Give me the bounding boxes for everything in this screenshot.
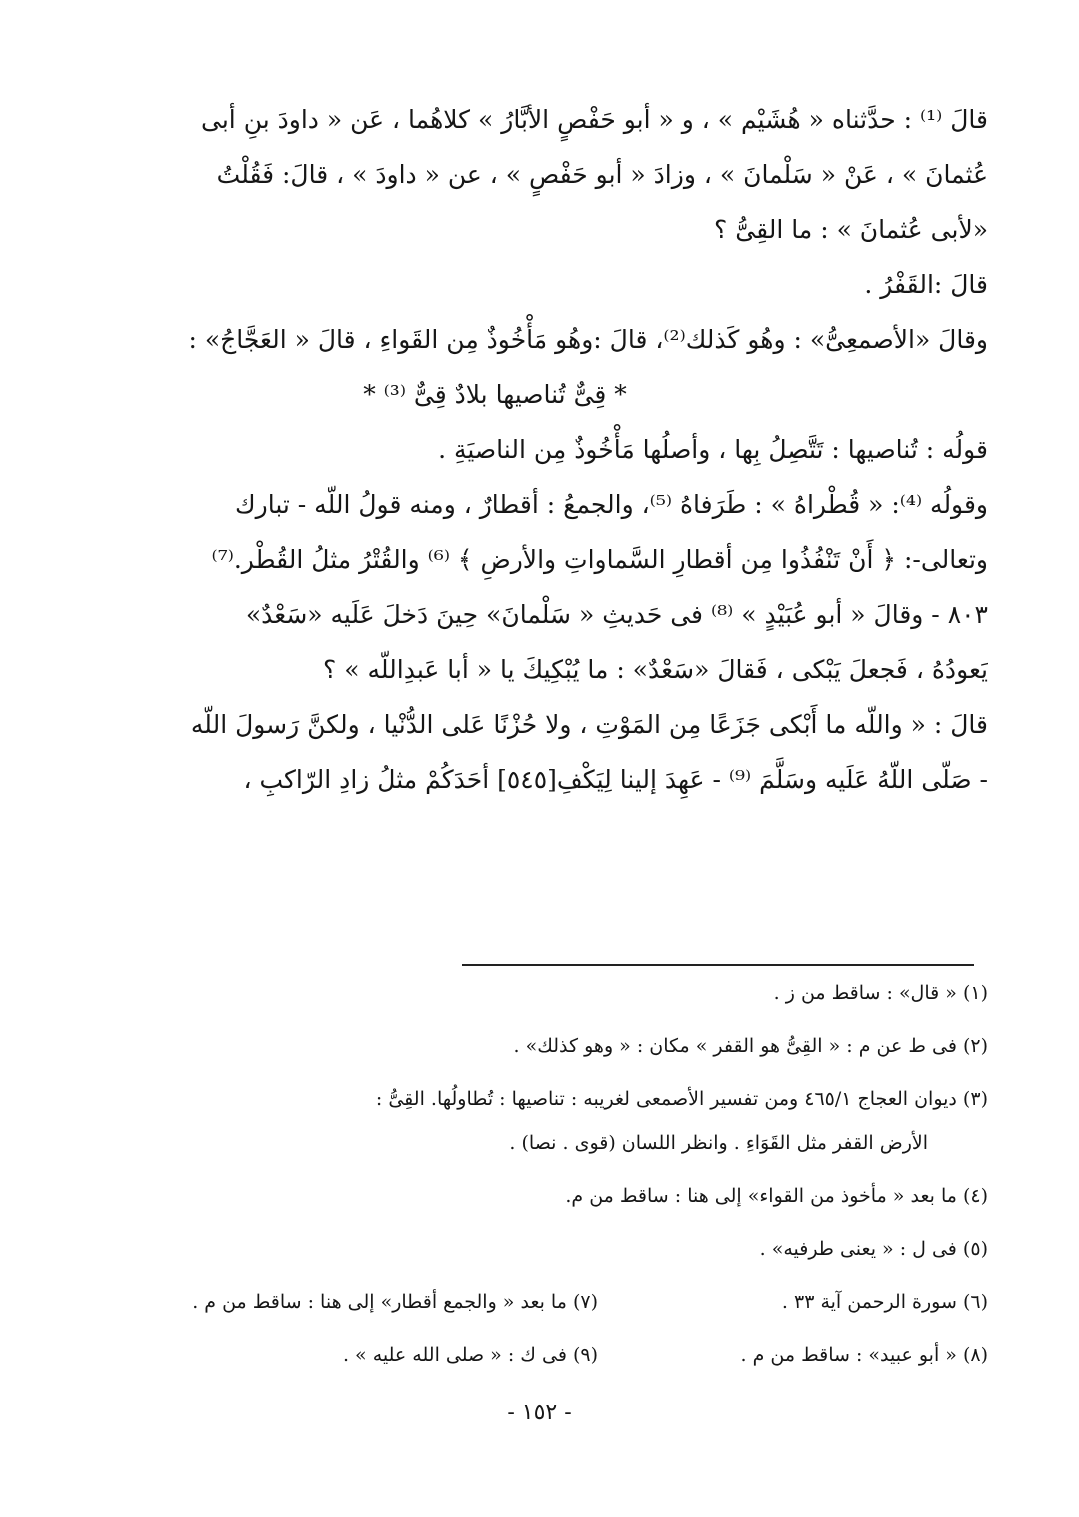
verse-line: * قِىٌّ تُناصيها بلادٌ قِىٌّ ⁽³⁾ * <box>363 380 627 409</box>
footnote-7: (٧) ما بعد « والجمع أقطار» إلى هنا : ساقط من م . <box>192 1291 598 1313</box>
text-line: عُثمانَ » ، عَنْ « سَلْمانَ » ، وزادَ « أبو حَفْصٍ » ، عن « داودَ » ، قالَ: فَقُلْتُ <box>216 160 988 189</box>
footnote-9: (٩) فى ك : « صلى الله عليه » . <box>342 1344 598 1366</box>
text-line: يَعودُهُ ، فَجعلَ يَبْكى ، فَقالَ «سَعْدٌ» : ما يُبْكِيكَ يا « أبا عَبدِاللّه » ؟ <box>323 655 988 684</box>
text-line: قالَ : « واللّه ما أَبْكى جَزَعًا مِن المَوْتِ ، ولا حُزْنًا عَلى الدُّنْيا ، ولكنَّ رَسولَ اللّه <box>190 710 988 739</box>
text-line: وقولُه ⁽⁴⁾: « قُطْراهُ » : طَرَفاهُ ⁽⁵⁾، والجمعُ : أقطارٌ ، ومنه قولُ اللّه - تبارك <box>235 490 988 519</box>
footnote-5: (٥) فى ل : « يعنى طرفيه» . <box>759 1238 988 1260</box>
page-number: - ١٥٢ - <box>507 1400 572 1425</box>
footnote-separator <box>462 964 974 966</box>
footnote-2: (٢) فى ط عن م : « القِىُّ هو القفر » مكان : « وهو كذلك» . <box>513 1035 988 1057</box>
text-line: قولُه : تُناصيها : تَتَّصِلُ بِها ، وأصلُها مَأْخُوذٌ مِن الناصيَةِ . <box>438 435 988 464</box>
main-text <box>92 92 988 807</box>
text-line: قالَ ⁽¹⁾ : حدَّثناه « هُشَيْم » ، و « أبو حَفْصٍ الأبَّارُ » كلاهُما ، عَن « داودَ بنِ أبى <box>201 105 988 134</box>
text-line: وتعالى-: ﴿ أَنْ تَنْفُذُوا مِن أقطارِ السَّماواتِ والأرضِ ﴾ ⁽⁶⁾ والقُتْرُ مثلُ القُطْر.⁽⁷⁾ <box>211 545 988 574</box>
footnote-row-6-7 <box>92 1287 988 1317</box>
footnotes <box>92 978 988 1393</box>
footnote-8: (٨) « أبو عبيد» : ساقط من م . <box>740 1344 988 1366</box>
footnote-3: (٣) ديوان العجاج ٤٦٥/١ ومن تفسير الأصمعى لغريبه : تناصيها : تُطاولُها. القِىُّ : <box>375 1088 988 1110</box>
text-line: - صَلّى اللّهُ عَلَيه وسَلَّمَ ⁽⁹⁾ - عَهِدَ إلينا لِيَكْفِ[٥٤٥] أحَدَكُمْ مثلُ زادِ الرّاكبِ ، <box>243 765 988 794</box>
footnote-1: (١) « قال» : ساقط من ز . <box>773 982 988 1004</box>
text-line: وقالَ «الأصمعِىُّ» : وهُو كَذلك⁽²⁾، قالَ :وهُو مَأْخُوذٌ مِن القَواءِ ، قالَ « العَجَّاجُ» : <box>188 325 988 354</box>
footnote-row-8-9 <box>92 1340 988 1370</box>
footnote-6: (٦) سورة الرحمن آية ٣٣ . <box>781 1291 988 1313</box>
text-line: «لأبى عُثمانَ » : ما القِىُّ ؟ <box>714 215 988 244</box>
text-line: ٨٠٣ - وقالَ « أبو عُبَيْدٍ » ⁽⁸⁾ فى حَديثِ « سَلْمانَ» حِينَ دَخلَ عَلَيه «سَعْدٌ» <box>245 600 988 629</box>
footnote-3-continued: الأرض القفر مثل القَوَاءِ . وانظر اللسان (قوى . نصا) . <box>509 1132 928 1154</box>
text-line: قالَ :القَفْرُ . <box>864 270 988 299</box>
footnote-4: (٤) ما بعد « مأخوذ من القواء» إلى هنا : ساقط من م. <box>565 1185 988 1207</box>
